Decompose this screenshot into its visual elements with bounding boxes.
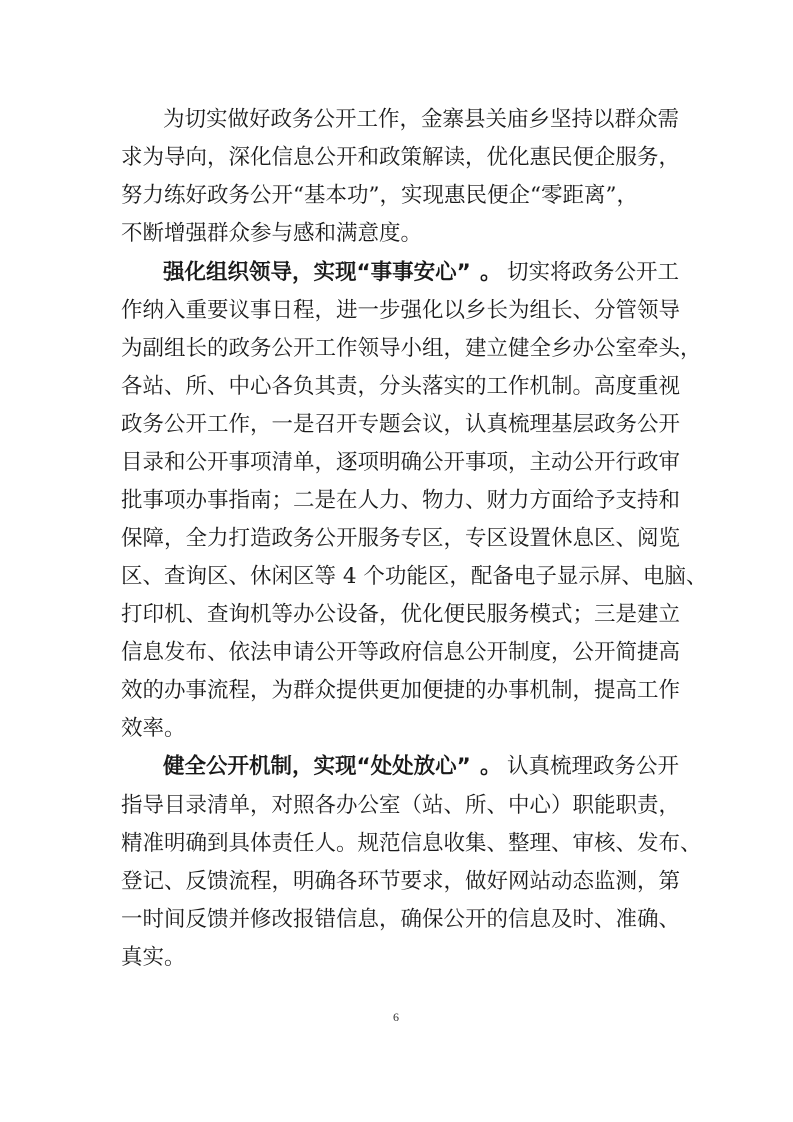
paragraph-2-line-13 [0, 712, 793, 746]
paragraph-2-line-10 [0, 598, 793, 632]
body-text: 政务公开工作，一是召开专题会议，认真梳理基层政务公开 [121, 412, 681, 437]
body-text: 各站、所、中心各负其责，分头落实的工作机制。高度重视 [121, 374, 681, 399]
body-text: 效的办事流程，为群众提供更加便捷的办事机制，提高工作 [121, 678, 681, 703]
paragraph-3-line-2 [0, 789, 793, 823]
body-text: 目录和公开事项清单，逐项明确公开事项，主动公开行政审 [121, 450, 681, 475]
body-text: 打印机、查询机等办公设备，优化便民服务模式；三是建立 [121, 602, 681, 627]
paragraph-2-line-8 [0, 522, 793, 556]
paragraph-2-line-6 [0, 446, 793, 480]
body-text: 切实将政务公开工 [507, 260, 680, 285]
heading-end-punctuation: 。 [480, 260, 502, 285]
paragraph-2-line-5 [0, 408, 793, 442]
body-text: 努力练好政务公开“基本功”，实现惠民便企“零距离”， [121, 183, 638, 208]
paragraph-1-line-2 [0, 141, 793, 175]
body-text: 认真梳理政务公开 [507, 754, 680, 779]
body-text: 不断增强群众参与感和满意度。 [121, 221, 423, 246]
heading-end-punctuation: 。 [480, 754, 502, 779]
body-text: 信息发布、依法申请公开等政府信息公开制度，公开简捷高 [121, 640, 681, 665]
page-number: 6 [393, 1010, 399, 1024]
paragraph-2-line-11 [0, 636, 793, 670]
paragraph-3-line-5 [0, 903, 793, 937]
body-text: 区、查询区、休闲区等 4 个功能区，配备电子显示屏、电脑、 [121, 564, 708, 589]
paragraph-1-line-1 [0, 103, 793, 137]
body-text: 一时间反馈并修改报错信息，确保公开的信息及时、准确、 [121, 907, 681, 932]
body-text: 效率。 [121, 716, 186, 741]
paragraph-3-line-1 [0, 750, 793, 784]
section-heading: 健全公开机制，实现“处处放心” [163, 754, 471, 779]
body-text: 保障，全力打造政务公开服务专区，专区设置休息区、阅览 [121, 526, 681, 551]
body-text: 为副组长的政务公开工作领导小组，建立健全乡办公室牵头， [121, 336, 702, 361]
body-text: 作纳入重要议事日程，进一步强化以乡长为组长、分管领导 [121, 298, 681, 323]
body-text: 为切实做好政务公开工作，金寨县关庙乡坚持以群众需 [163, 107, 680, 132]
body-text: 精准明确到具体责任人。规范信息收集、整理、审核、发布、 [121, 831, 702, 856]
body-text: 求为导向，深化信息公开和政策解读，优化惠民便企服务， [121, 145, 681, 170]
body-text: 真实。 [121, 945, 186, 970]
paragraph-2-line-7 [0, 484, 793, 518]
paragraph-1-line-3 [0, 179, 793, 213]
section-heading: 强化组织领导，实现“事事安心” [163, 260, 471, 285]
paragraph-2-line-4 [0, 370, 793, 404]
paragraph-1-line-4 [0, 217, 793, 251]
paragraph-2-line-1 [0, 256, 793, 290]
paragraph-2-line-3 [0, 332, 793, 366]
paragraph-2-line-2 [0, 294, 793, 328]
paragraph-3-line-6 [0, 941, 793, 975]
paragraph-3-line-4 [0, 865, 793, 899]
paragraph-2-line-9 [0, 560, 793, 594]
body-text: 指导目录清单，对照各办公室（站、所、中心）职能职责， [121, 793, 681, 818]
body-text: 批事项办事指南；二是在人力、物力、财力方面给予支持和 [121, 488, 681, 513]
paragraph-2-line-12 [0, 674, 793, 708]
paragraph-3-line-3 [0, 827, 793, 861]
body-text: 登记、反馈流程，明确各环节要求，做好网站动态监测，第 [121, 869, 681, 894]
